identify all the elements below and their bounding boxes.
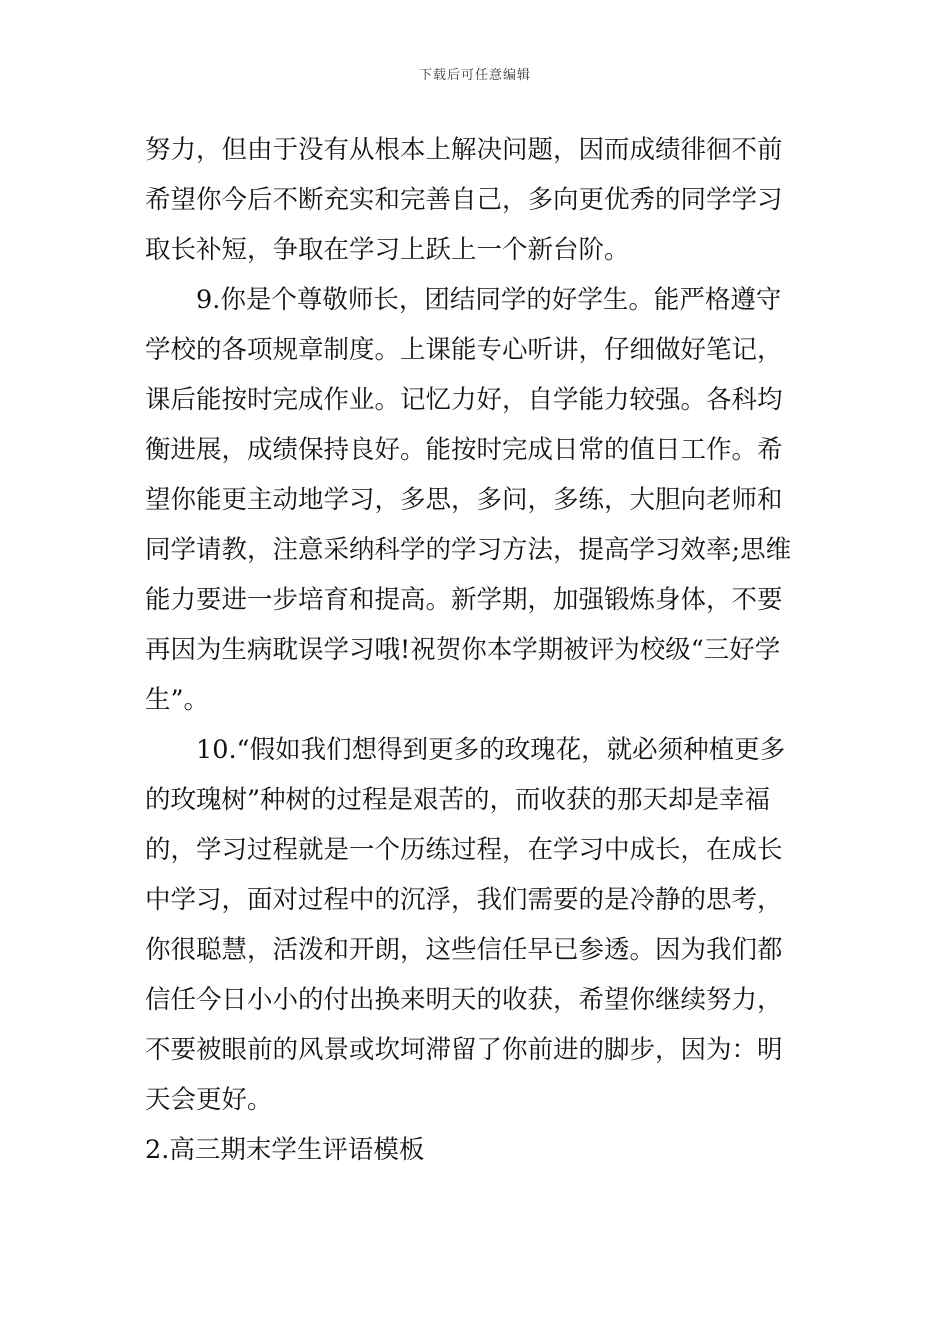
page-header-note: 下载后可任意编辑 [418, 68, 531, 83]
paragraph-comment-10 [145, 725, 810, 1125]
paragraph-comment-9 [145, 275, 810, 725]
text-line: 取长补短，争取在学习上跃上一个新台阶。 [145, 235, 630, 265]
text-line: 中学习，面对过程中的沉浮，我们需要的是冷静的思考， [145, 885, 783, 915]
text-line: 学校的各项规章制度。上课能专心听讲，仔细做好笔记， [145, 335, 783, 365]
document-body [145, 125, 810, 1175]
text-line: 10.“假如我们想得到更多的玫瑰花，就必须种植更多 [196, 735, 786, 765]
text-line: 希望你今后不断充实和完善自己，多向更优秀的同学学习 [145, 185, 783, 215]
text-line: 再因为生病耽误学习哦!祝贺你本学期被评为校级“三好学 [145, 635, 781, 665]
section-heading: 2.高三期末学生评语模板 [145, 1135, 425, 1165]
text-line: 的玫瑰树”种树的过程是艰苦的，而收获的那天却是幸福 [145, 785, 771, 815]
text-line: 衡进展，成绩保持良好。能按时完成日常的值日工作。希 [145, 435, 783, 465]
text-line: 能力要进一步培育和提高。新学期，加强锻炼身体，不要 [145, 585, 783, 615]
text-line: 生”。 [145, 685, 210, 715]
text-line: 努力，但由于没有从根本上解决问题，因而成绩徘徊不前 [145, 135, 783, 165]
text-line: 信任今日小小的付出换来明天的收获，希望你继续努力， [145, 985, 783, 1015]
text-line: 课后能按时完成作业。记忆力好，自学能力较强。各科均 [145, 385, 783, 415]
text-line: 你很聪慧，活泼和开朗，这些信任早已参透。因为我们都 [145, 935, 783, 965]
text-line: 9.你是个尊敬师长，团结同学的好学生。能严格遵守 [196, 285, 782, 315]
text-line: 的，学习过程就是一个历练过程，在学习中成长，在成长 [145, 835, 783, 865]
text-line: 同学请教，注意采纳科学的学习方法，提高学习效率;思维 [145, 535, 792, 565]
paragraph-continuation [145, 125, 810, 275]
text-line: 望你能更主动地学习，多思，多问，多练，大胆向老师和 [145, 485, 783, 515]
text-line: 天会更好。 [145, 1085, 273, 1115]
text-line: 不要被眼前的风景或坎坷滞留了你前进的脚步，因为：明 [145, 1035, 783, 1065]
